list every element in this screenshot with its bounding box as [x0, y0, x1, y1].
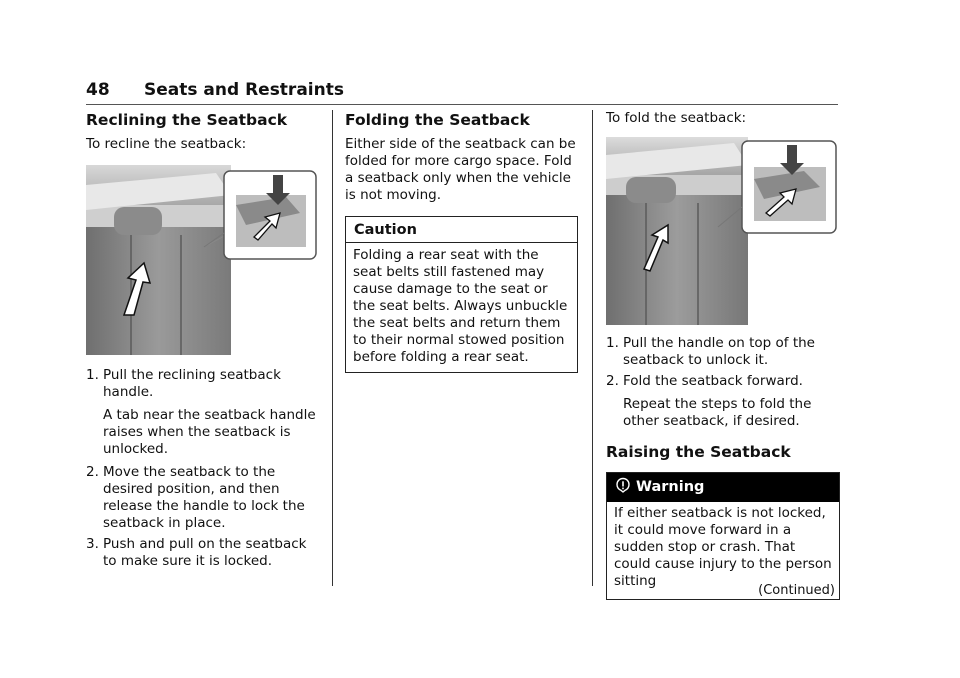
heading-folding: Folding the Seatback [345, 111, 530, 129]
intro-text: To fold the seatback: [606, 110, 747, 126]
continued-label: (Continued) [758, 583, 835, 598]
column-divider [332, 110, 333, 586]
caution-title: Caution [346, 217, 577, 243]
warning-title: Warning [636, 479, 705, 495]
recline-illustration [86, 165, 318, 355]
warning-icon [615, 477, 631, 493]
list-item: 3. Push and pull on the seatback to make sure it is locked. [86, 536, 307, 569]
page-number: 48 [86, 80, 110, 100]
heading-raising: Raising the Seatback [606, 443, 791, 461]
intro-text: To recline the seatback: [86, 136, 247, 152]
list-item: 2. Fold the seatback forward. [606, 373, 803, 389]
step-note: A tab near the seatback handle raises when the seatback is unlocked. [103, 407, 316, 457]
step-note: Repeat the steps to fold the other seatback, if desired. [623, 396, 812, 429]
list-item: 2. Move the seatback to the desired position, and then release the handle to lock the seatback in place. [86, 464, 305, 531]
page-header [86, 80, 838, 105]
caution-text: Folding a rear seat with the seat belts still fastened may cause damage to the seat or the seat belts. Always unbuckle the seat belts and return them to their normal stowed position before folding a rear seat. [353, 247, 568, 365]
heading-reclining: Reclining the Seatback [86, 111, 288, 129]
caution-box [345, 216, 578, 373]
column-fold-steps [606, 110, 840, 600]
column-reclining [86, 110, 318, 570]
warning-box [606, 472, 840, 600]
list-item: 1. Pull the reclining seatback handle. [86, 367, 281, 400]
column-folding [345, 110, 578, 373]
warning-text: If either seatback is not locked, it could move forward in a sudden stop or crash. That could cause injury to the person sitting [614, 505, 832, 589]
intro-text: Either side of the seatback can be folded for more cargo space. Fold a seatback only when the vehicle is not moving. [345, 136, 576, 203]
warning-title-bar [607, 473, 839, 502]
list-item: 1. Pull the handle on top of the seatback to unlock it. [606, 335, 815, 368]
section-title: Seats and Restraints [144, 80, 344, 100]
column-divider [592, 110, 593, 586]
fold-illustration [606, 137, 838, 325]
